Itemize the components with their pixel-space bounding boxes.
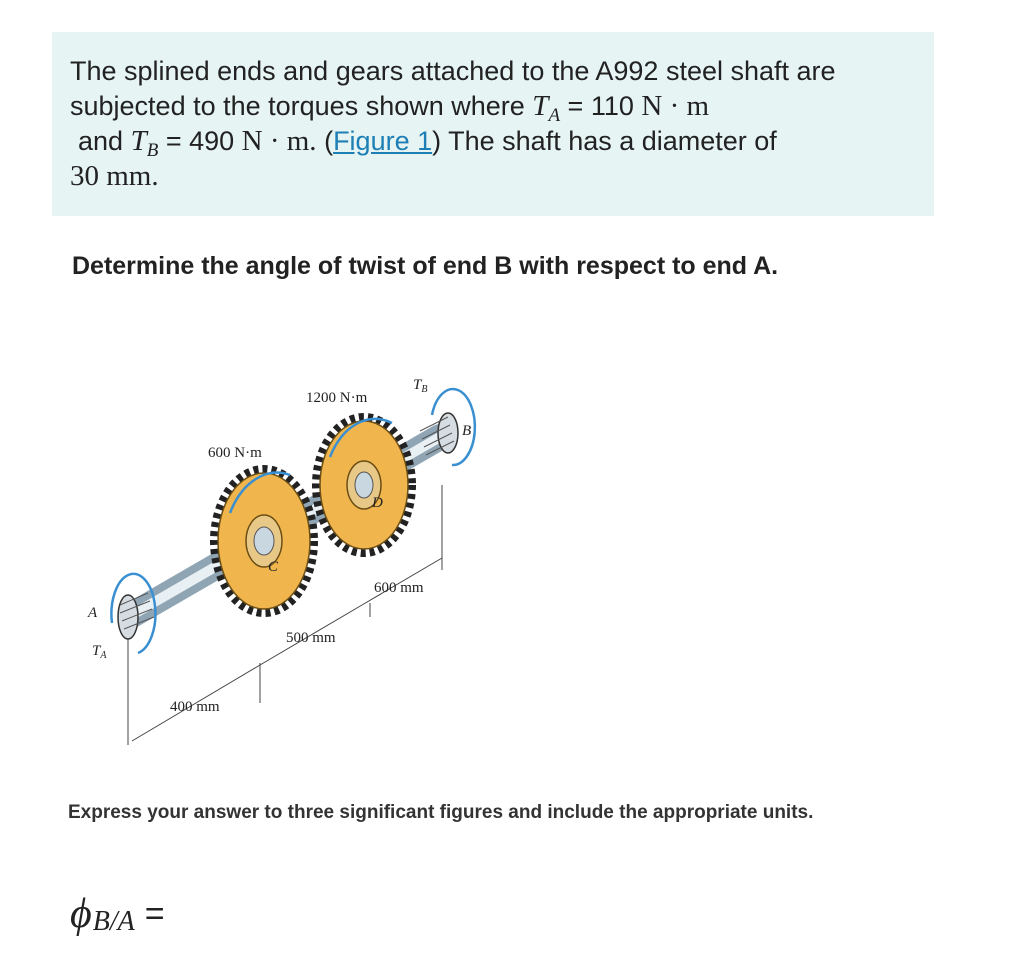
shaft-figure (80, 365, 480, 745)
label-b: B (462, 423, 472, 439)
equals-sign: = (144, 894, 165, 933)
problem-line-4: 30 mm. (70, 160, 159, 192)
answer-row (70, 884, 165, 944)
answer-instruction: Express your answer to three significant figures and include the appropriate units. (68, 802, 814, 823)
gear-d (316, 417, 412, 553)
label-c: C (268, 559, 279, 575)
figure-1-link[interactable]: Figure 1 (333, 126, 433, 156)
ta-symbol: $T_A$ (532, 90, 561, 126)
label-600-torque: 600 N·m (208, 445, 262, 461)
shaft-diagram (80, 365, 480, 745)
tb-unit: N · m. (241, 125, 317, 157)
label-d: D (372, 495, 383, 511)
tb-symbol: $T_B$ (130, 125, 159, 161)
label-1200: 1200 N·m (306, 390, 368, 406)
label-tb: $T_B$ (413, 377, 428, 395)
label-600mm: 600 mm (374, 580, 424, 596)
label-ta: $T_A$ (92, 643, 107, 661)
question-text: Determine the angle of twist of end B with respect to end A. (72, 252, 779, 280)
label-500mm: 500 mm (286, 630, 336, 646)
problem-line-1: The splined ends and gears attached to the A992 steel shaft are (70, 56, 836, 86)
problem-line-2: subjected to the torques shown where $T_A = 110$ N · m (70, 90, 710, 126)
phi-subscript: B/A (92, 906, 135, 937)
gear-c (214, 469, 314, 613)
problem-statement (52, 32, 934, 216)
label-a: A (88, 605, 98, 621)
problem-line-3: and $T_B = 490$ N · m. (Figure 1) The shaft has a diameter of (78, 125, 777, 161)
phi-symbol: ϕ (70, 891, 92, 937)
label-400mm: 400 mm (170, 699, 220, 715)
ta-unit: N · m (641, 90, 710, 122)
